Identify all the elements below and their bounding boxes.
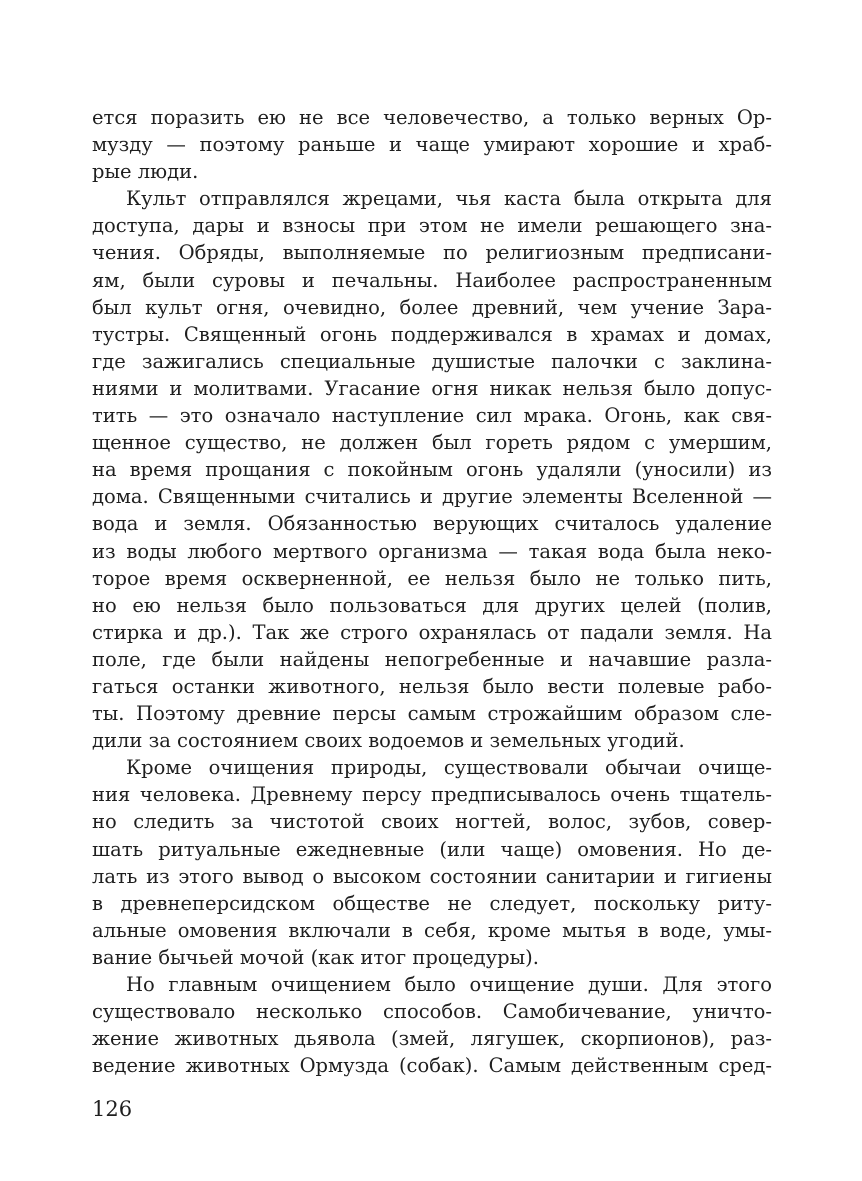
text-line: гаться останки животного, нельзя было вести полевые рабо- xyxy=(92,674,772,698)
body-text xyxy=(92,104,772,1079)
text-line: вание бычьей мочой (как итог процедуры). xyxy=(92,945,539,969)
text-line: щенное существо, не должен был гореть рядом с умершим, xyxy=(92,431,772,455)
text-line: но следить за чистотой своих ногтей, волос, зубов, совер- xyxy=(92,810,772,834)
text-line: на время прощания с покойным огонь удаляли (уносили) из xyxy=(92,458,772,482)
text-line: из воды любого мертвого организма — такая вода была неко- xyxy=(92,539,772,563)
text-line: чения. Обряды, выполняемые по религиозным предписани- xyxy=(92,241,772,265)
text-line: Кроме очищения природы, существовали обычаи очище- xyxy=(126,756,772,780)
text-line: Культ отправлялся жрецами, чья каста была открыта для xyxy=(126,187,772,211)
text-line: поле, где были найдены непогребенные и начавшие разла- xyxy=(92,647,772,671)
text-line: альные омовения включали в себя, кроме мытья в воде, умы- xyxy=(92,918,772,942)
text-line: ется поразить ею не все человечество, а только верных Ор- xyxy=(92,106,772,129)
text-line: ниями и молитвами. Угасание огня никак нельзя было допус- xyxy=(92,376,772,400)
text-line: шать ритуальные ежедневные (или чаще) омовения. Но де- xyxy=(92,837,772,861)
text-line: доступа, дары и взносы при этом не имели решающего зна- xyxy=(92,214,772,238)
text-line: жение животных дьявола (змей, лягушек, скорпионов), раз- xyxy=(92,1027,772,1051)
text-line: существовало несколько способов. Самобичевание, уничто- xyxy=(92,1000,772,1024)
text-line: дома. Священными считались и другие элементы Вселенной — xyxy=(92,485,772,509)
text-line: рые люди. xyxy=(92,160,199,184)
text-line: ния человека. Древнему персу предписывалось очень тщатель- xyxy=(92,783,772,807)
text-line: вода и земля. Обязанностью верующих считалось удаление xyxy=(92,512,772,536)
text-line: торое время оскверненной, ее нельзя было не только пить, xyxy=(92,566,772,590)
text-line: в древнеперсидском обществе не следует, поскольку риту- xyxy=(92,891,772,915)
text-line: ты. Поэтому древние персы самым строжайшим образом сле- xyxy=(92,702,772,726)
text-line: но ею нельзя было пользоваться для других целей (полив, xyxy=(92,593,772,617)
text-line: стирка и др.). Так же строго охранялась от падали земля. На xyxy=(92,620,772,644)
text-line: ведение животных Ормузда (собак). Самым действенным сред- xyxy=(92,1054,772,1078)
text-line: ям, были суровы и печальны. Наиболее распространенным xyxy=(92,268,772,292)
text-line: музду — поэтому раньше и чаще умирают хорошие и храб- xyxy=(92,133,772,157)
text-line: тустры. Священный огонь поддерживался в храмах и домах, xyxy=(92,322,772,346)
text-line: лать из этого вывод о высоком состоянии санитарии и гигиены xyxy=(92,864,772,888)
text-line: тить — это означало наступление сил мрака. Огонь, как свя- xyxy=(92,404,772,428)
text-line: был культ огня, очевидно, более древний, чем учение Зара- xyxy=(92,295,772,319)
text-line: где зажигались специальные душистые палочки с заклина- xyxy=(92,349,772,373)
text-line: дили за состоянием своих водоемов и земельных угодий. xyxy=(92,729,685,753)
text-line: Но главным очищением было очищение души. Для этого xyxy=(126,973,772,996)
page-number: 126 xyxy=(92,1097,133,1121)
